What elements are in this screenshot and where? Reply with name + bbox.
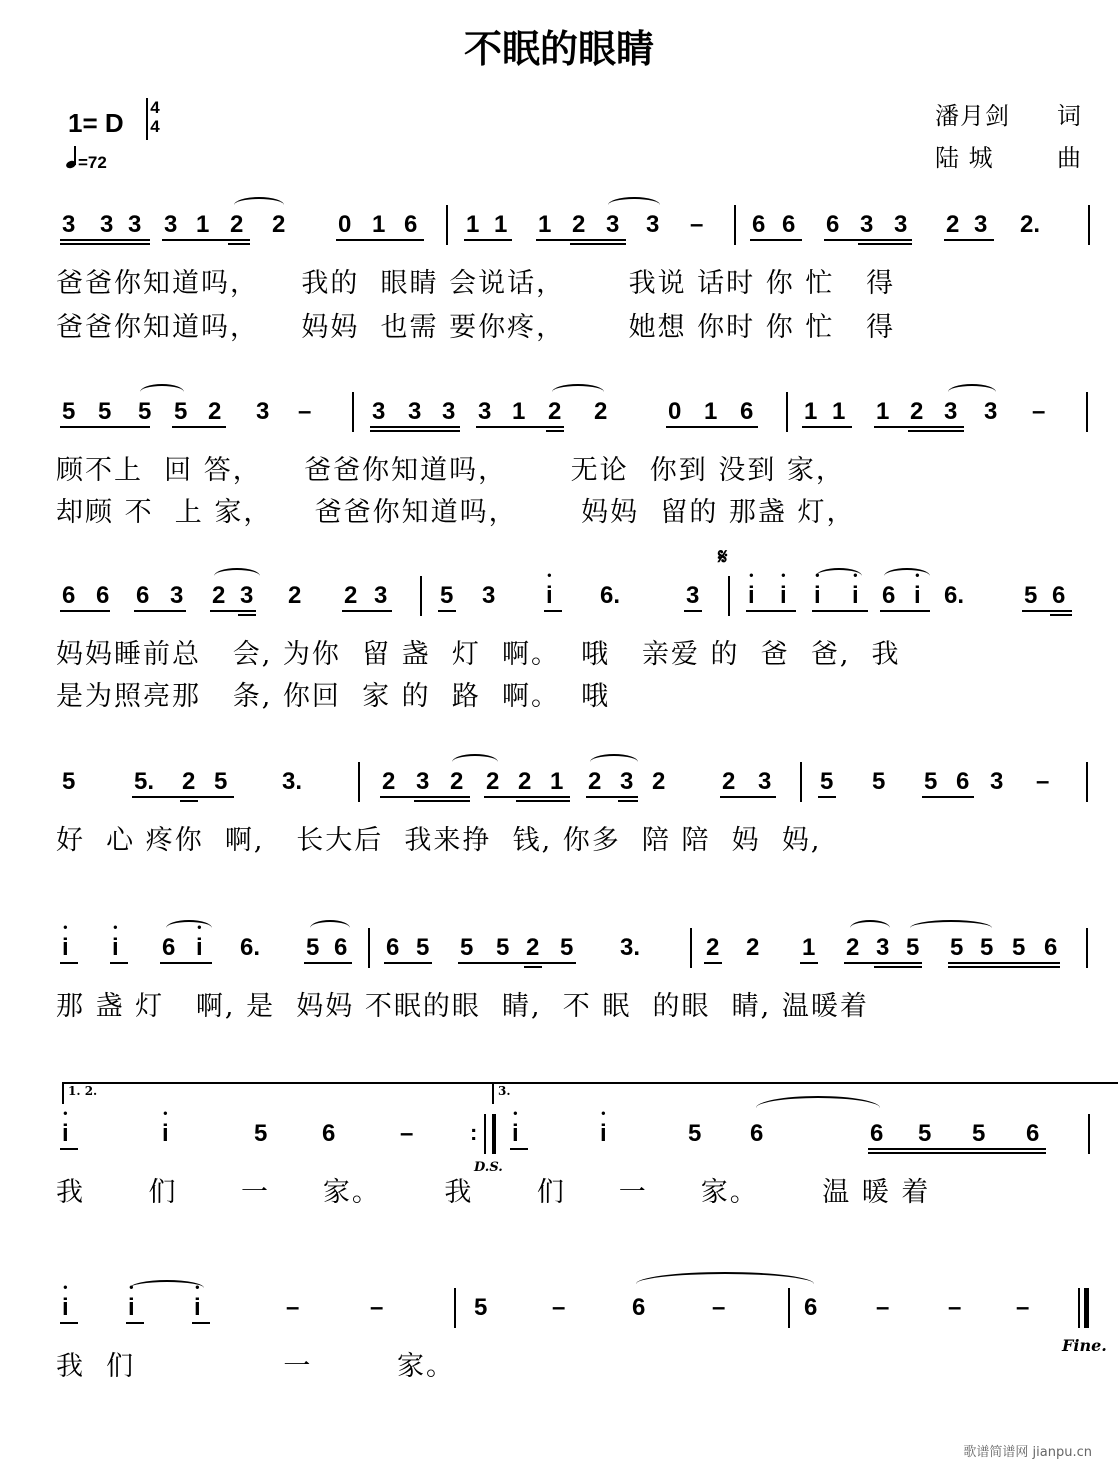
note: 2 [382,768,396,795]
note: 1 [550,768,564,795]
note-high: • i [112,934,119,962]
volta-third-ending: 3. [492,1082,1118,1104]
note-high: • i [814,582,821,610]
note: 3 [408,398,422,425]
note-high: • i [748,582,755,610]
dal-segno-mark: D.S. [474,1160,503,1175]
note-high: • i [196,934,203,962]
note: 3 [170,582,184,609]
note: – [1032,398,1046,425]
repeat-barline [484,1114,486,1154]
tie-arc [850,920,890,936]
note-high: • i [62,1120,69,1148]
lyricist-name: 潘月剑 [935,102,1010,130]
slur-arc [636,1272,814,1296]
note: 1 [494,211,508,238]
note: 6 [404,211,418,238]
tie-arc [948,384,996,400]
note: 1 [802,934,816,961]
note: 2 [486,768,500,795]
barline [786,392,788,432]
note: 1 [876,398,890,425]
barline [368,928,370,968]
note-high: • i [162,1120,169,1148]
tie-arc [140,384,184,400]
final-barline-thick [1084,1288,1089,1328]
note: 0 [338,211,352,238]
lyric-verse-1: 顾不上 回 答， 爸爸你知道吗， 无论 你到 没到 家， [56,455,845,486]
note: 3 [482,582,496,609]
note: 5 [214,768,228,795]
note: 3 [478,398,492,425]
note: 3 [876,934,890,961]
note: – [876,1294,890,1321]
note: 5 [98,398,112,425]
lyric-verse-1: 我 们 一 家。 我 们 一 家。 温 暖 着 [56,1177,931,1208]
note: 3 [620,768,634,795]
barline [728,576,730,616]
tie-arc [214,568,260,584]
note: 6 [334,934,348,961]
barline [690,928,692,968]
barline [734,205,736,245]
note: 5 [254,1120,268,1147]
note: 3 [416,768,430,795]
tie-arc [590,754,638,770]
note: – [1016,1294,1030,1321]
note: 2 [230,211,244,238]
note: 3 [990,768,1004,795]
final-barline [1078,1288,1080,1328]
note: – [948,1294,962,1321]
barline [1086,762,1088,802]
tie-arc [452,754,498,770]
quarter-note-icon [66,148,78,168]
tie-arc [552,384,604,400]
note: 6 [632,1294,646,1321]
note: 3 [944,398,958,425]
composer-credit [935,138,1082,173]
lyricist-credit [935,96,1082,131]
note: 1 [704,398,718,425]
barline [1086,928,1088,968]
note: 2 [594,398,608,425]
time-signature [146,98,164,136]
note: – [400,1120,414,1147]
tie-arc [608,197,660,213]
note: 6 [826,211,840,238]
note: 3 [894,211,908,238]
key-signature: 1= D [68,108,124,138]
note-high: • i [194,1294,201,1322]
note: 5 [950,934,964,961]
lyric-verse-2: 爸爸你知道吗， 妈妈 也需 要你疼， 她想 你时 你 忙 得 [56,312,896,343]
composer-role: 曲 [1057,144,1082,172]
note: 3. [620,934,641,961]
watermark: 歌谱简谱网 jianpu.cn [963,1445,1092,1460]
note: 6. [600,582,621,609]
notation-line [0,392,1118,432]
note: 5 [440,582,454,609]
lyric-verse-1: 那 盏 灯 啊, 是 妈妈 不眠的眼 睛, 不 眠 的眼 睛, 温暖着 [56,991,869,1022]
lyric-verse-2: 却顾 不 上 家， 爸爸你知道吗， 妈妈 留的 那盏 灯， [56,497,856,528]
note: 1 [466,211,480,238]
tempo-value: =72 [78,153,107,172]
note-high: • i [62,1294,69,1322]
notation-line [0,1288,1118,1328]
note: 6 [882,582,896,609]
note: 6 [752,211,766,238]
note: 1 [512,398,526,425]
composer-name: 陆 城 [935,144,994,172]
note: 2 [946,211,960,238]
slur-arc [756,1096,880,1120]
note: 3 [240,582,254,609]
note: 5 [924,768,938,795]
note: 5 [1012,934,1026,961]
note: 6 [956,768,970,795]
notation-line [0,762,1118,802]
note: 3 [646,211,660,238]
note: 5 [872,768,886,795]
tie-arc [234,197,284,213]
note: 3 [100,211,114,238]
note: 1 [832,398,846,425]
time-bottom: 4 [150,117,160,136]
note: 6 [62,582,76,609]
note: 2 [450,768,464,795]
notation-line [0,205,1118,245]
note-high: • i [546,582,553,610]
barline [446,205,448,245]
note: 6 [1044,934,1058,961]
note: 6 [1026,1120,1040,1147]
note: 2 [652,768,666,795]
tempo-marking [66,148,107,173]
barline [352,392,354,432]
fine-mark: Fine. [1062,1336,1107,1355]
note: 3 [442,398,456,425]
note-high: • i [62,934,69,962]
note: 6 [162,934,176,961]
note: 2 [846,934,860,961]
note: 6 [136,582,150,609]
note: 3 [62,211,76,238]
note: 5 [138,398,152,425]
lyric-verse-1: 好 心 疼你 啊, 长大后 我来挣 钱, 你多 陪 陪 妈 妈, [56,825,822,856]
note: 6 [804,1294,818,1321]
note: 5 [416,934,430,961]
note: – [286,1294,300,1321]
note: 2. [1020,211,1041,238]
note: – [370,1294,384,1321]
note: 5 [560,934,574,961]
note: 2 [212,582,226,609]
note: 2 [722,768,736,795]
tie-arc [310,920,350,936]
note: 5 [306,934,320,961]
note: 5 [62,398,76,425]
note: 3 [374,582,388,609]
note: – [552,1294,566,1321]
volta-first-ending: 1. 2. [62,1082,492,1104]
note: 2 [746,934,760,961]
note: 5 [1024,582,1038,609]
segno-sign: 𝄋 [718,544,728,570]
note: 6 [782,211,796,238]
note: 3 [606,211,620,238]
note: – [1036,768,1050,795]
lyricist-role: 词 [1057,102,1082,130]
notation-line [0,576,1118,616]
note: 1 [372,211,386,238]
note: 2 [910,398,924,425]
lyric-verse-1: 爸爸你知道吗， 我的 眼睛 会说话， 我说 话时 你 忙 得 [56,268,896,299]
note: – [712,1294,726,1321]
note: 3 [686,582,700,609]
note: 2 [548,398,562,425]
note: 3 [974,211,988,238]
note: 5 [918,1120,932,1147]
lyric-verse-2: 是为照亮那 条, 你回 家 的 路 啊。 哦 [56,681,611,712]
note: 6 [386,934,400,961]
repeat-dots-icon: : [470,1120,478,1145]
note-high: • i [914,582,921,610]
note-high: • i [852,582,859,610]
note: 1 [804,398,818,425]
barline [1086,392,1088,432]
note: 5 [460,934,474,961]
note: 1 [538,211,552,238]
note: 6 [870,1120,884,1147]
note: 2 [706,934,720,961]
note: 3. [282,768,303,795]
note: 1 [196,211,210,238]
note-high: • i [600,1120,607,1148]
note: 6 [322,1120,336,1147]
barline [420,576,422,616]
note: 2 [572,211,586,238]
barline [1088,205,1090,245]
note: 5 [820,768,834,795]
barline [358,762,360,802]
note-high: • i [128,1294,135,1322]
note: – [690,211,704,238]
barline [454,1288,456,1328]
barline [800,762,802,802]
note: 5 [688,1120,702,1147]
tie-arc [884,568,930,584]
song-title: 不眠的眼睛 [463,27,654,71]
lyric-verse-1: 妈妈睡前总 会, 为你 留 盏 灯 啊。 哦 亲爱 的 爸 爸, 我 [56,639,901,670]
lyric-verse-1: 我 们 一 家。 [56,1351,455,1382]
note: 2 [518,768,532,795]
note: 5 [174,398,188,425]
barline [1088,1114,1090,1154]
notation-line [0,1114,1118,1154]
note: 2 [272,211,286,238]
note: 3 [128,211,142,238]
note: 3 [256,398,270,425]
note: 5. [134,768,155,795]
note: 6 [1052,582,1066,609]
note: 5 [906,934,920,961]
note: 6 [750,1120,764,1147]
note: 2 [208,398,222,425]
note: 3 [984,398,998,425]
note: 5 [62,768,76,795]
note: 5 [972,1120,986,1147]
note-high: • i [780,582,787,610]
note: 3 [164,211,178,238]
note: – [298,398,312,425]
note: 3 [860,211,874,238]
note: 2 [588,768,602,795]
note: 6 [96,582,110,609]
notation-line [0,928,1118,968]
note: 5 [496,934,510,961]
note: 5 [474,1294,488,1321]
note: 5 [980,934,994,961]
note: 3 [758,768,772,795]
tie-arc [166,920,212,936]
note: 2 [182,768,196,795]
repeat-barline-thick [492,1114,496,1154]
note: 3 [372,398,386,425]
note: 2 [288,582,302,609]
tie-arc [130,1280,204,1296]
note: 6 [740,398,754,425]
note: 2 [344,582,358,609]
time-top: 4 [150,98,160,117]
note: 6. [240,934,261,961]
note: 0 [668,398,682,425]
note: 2 [526,934,540,961]
note-high: • i [512,1120,519,1148]
note: 6. [944,582,965,609]
tie-arc [816,568,862,584]
tie-arc [910,920,992,936]
